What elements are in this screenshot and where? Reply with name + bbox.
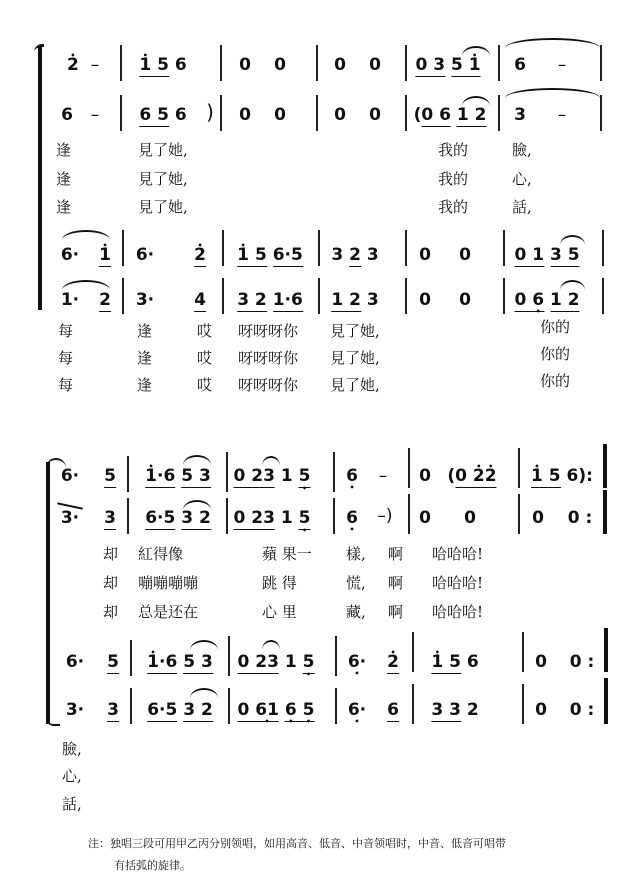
lyric: 啊 bbox=[388, 603, 404, 621]
lyric: 却 bbox=[103, 574, 119, 592]
lyric: 啊 bbox=[388, 545, 404, 563]
lyric: 呀呀呀你 bbox=[238, 322, 299, 340]
lyric: 每 bbox=[58, 322, 74, 340]
lyric: 总是还在 bbox=[138, 603, 199, 621]
upper-part: • 2 – • 1 5 6 0 0 0 0 0 3 5 • 1 6 – bbox=[0, 0, 640, 20]
lyric: 跳 得 bbox=[262, 574, 297, 592]
lyric: 見了她, bbox=[138, 170, 188, 188]
lyric: 呀呀呀你 bbox=[238, 349, 299, 367]
lyric: 逢 bbox=[56, 198, 72, 216]
lyric: 紅得像 bbox=[138, 545, 184, 563]
lyric: 哈哈哈! bbox=[432, 603, 484, 621]
lyric: 哎 bbox=[197, 349, 213, 367]
lyric: 逢 bbox=[56, 170, 72, 188]
lyric: 見了她, bbox=[330, 349, 380, 367]
lyric: 心 里 bbox=[262, 603, 297, 621]
lyric: 話, bbox=[512, 198, 532, 216]
lyric: 逢 bbox=[137, 349, 153, 367]
brace-hook bbox=[46, 718, 60, 726]
lyric: 見了她, bbox=[330, 322, 380, 340]
lyric: 慌, bbox=[346, 574, 366, 592]
lyric: 樣, bbox=[346, 545, 366, 563]
lyric: 見了她, bbox=[138, 141, 188, 159]
lyric: 你的 bbox=[540, 318, 571, 336]
lyric: 心, bbox=[62, 767, 82, 785]
lyric: 却 bbox=[103, 545, 119, 563]
lyric: 我的 bbox=[438, 198, 469, 216]
lyric: 每 bbox=[58, 349, 74, 367]
footnote-line: 注：独唱三段可用甲乙丙分别领唱，如用高音、低音、中音领唱时，中音、低音可唱带 bbox=[88, 837, 506, 850]
system-brace bbox=[46, 462, 50, 632]
lyric: 蘋 果一 bbox=[262, 545, 312, 563]
lyric: 哎 bbox=[197, 376, 213, 394]
lyric: 哈哈哈! bbox=[432, 545, 484, 563]
lyric: 臉, bbox=[512, 141, 532, 159]
lyric: 每 bbox=[58, 376, 74, 394]
lyric: 你的 bbox=[540, 345, 571, 363]
system-1: • 2 – • 1 5 6 0 0 0 0 0 3 5 • 1 6 – 6 – 6 5 6 ) 0 0 0 0 (0 6 1 2 3 – 逢 見了她, 我的 臉, 逢 見了她, 我的 心, 逢 見了她, 我的 話, bbox=[0, 0, 640, 20]
footnote-line: 有括弧的旋律。 bbox=[114, 859, 191, 872]
lyric: 啊 bbox=[388, 574, 404, 592]
lyric: 臉, bbox=[62, 740, 82, 758]
lyric: 藏, bbox=[346, 603, 366, 621]
lyric: 呀呀呀你 bbox=[238, 376, 299, 394]
system-brace bbox=[38, 46, 42, 216]
lyric: 我的 bbox=[438, 170, 469, 188]
lyric: 話, bbox=[62, 795, 82, 813]
lyric: 哈哈哈! bbox=[432, 574, 484, 592]
lyric: 心, bbox=[512, 170, 532, 188]
lyric: 見了她, bbox=[330, 376, 380, 394]
lyric: 哎 bbox=[197, 322, 213, 340]
system-brace bbox=[46, 632, 50, 724]
brace-hook bbox=[34, 44, 44, 53]
lyric: 却 bbox=[103, 603, 119, 621]
lyric: 逢 bbox=[137, 376, 153, 394]
lyric: 你的 bbox=[540, 372, 571, 390]
lyric: 逢 bbox=[56, 141, 72, 159]
system-brace bbox=[38, 216, 42, 310]
lyric: 嘣嘣嘣嘣 bbox=[138, 574, 199, 592]
lyric: 我的 bbox=[438, 141, 469, 159]
lyric: 逢 bbox=[137, 322, 153, 340]
lyric: 見了她, bbox=[138, 198, 188, 216]
